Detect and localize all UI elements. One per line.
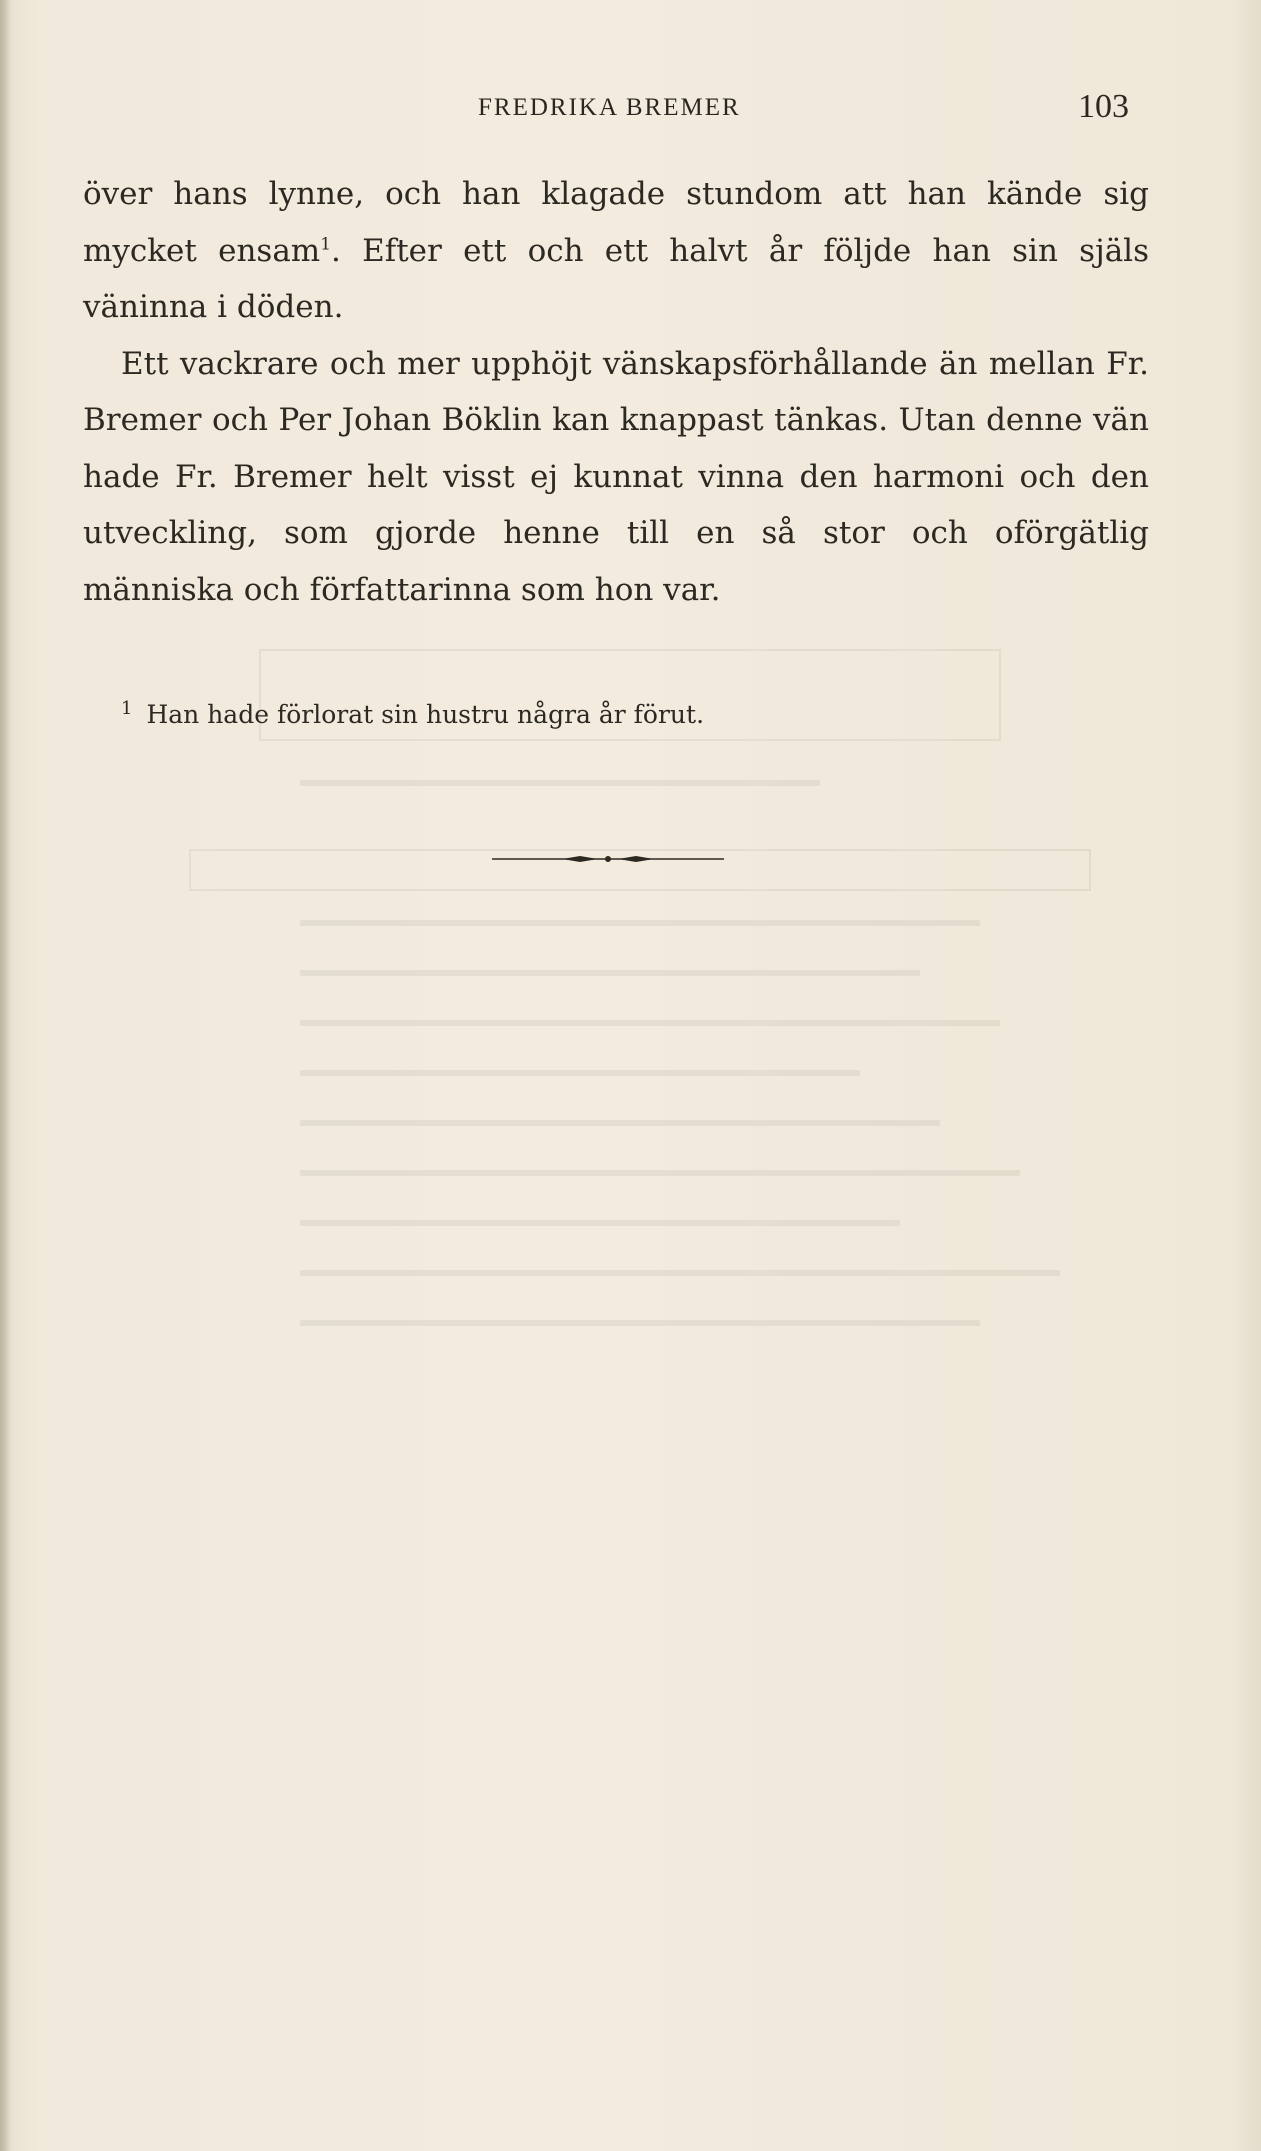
page-number: 103 — [1078, 88, 1129, 125]
footnote-reference[interactable]: 1 — [320, 234, 332, 255]
running-title: FREDRIKA BREMER — [478, 94, 741, 121]
running-head — [0, 88, 1261, 134]
footnote — [121, 697, 705, 729]
spine-shadow — [0, 0, 10, 2151]
paragraph — [83, 166, 1149, 336]
body-text — [83, 166, 1149, 618]
bleed-through-decoration — [150, 610, 1200, 1410]
paragraph-text: över hans lynne, och han klagade stundom att han kände sig mycket ensam — [83, 176, 1149, 269]
footnote-text: Han hade förlorat sin hustru några år förut. — [146, 700, 705, 729]
section-divider-ornament — [492, 853, 724, 865]
paragraph-text-end: . Efter ett och ett halvt år följde han sin själs väninna i döden. — [83, 232, 1149, 325]
paragraph: Ett vackrare och mer upphöjt vänskapsförhållande än mellan Fr. Bremer och Per Johan Böklin kan knappast tänkas. Utan denne vän hade Fr. Bremer helt visst ej kunnat vinna den harmoni och den utveckling, som gjorde henne till en så stor och oförgätlig människa och författarinna som hon var. — [83, 345, 1149, 608]
footnote-number: 1 — [121, 697, 133, 719]
